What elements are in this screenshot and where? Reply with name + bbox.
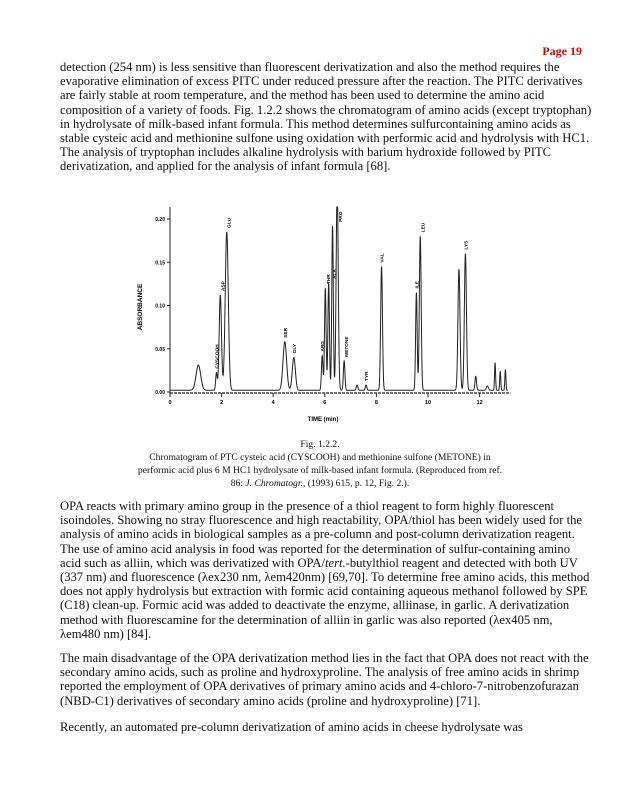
paragraph: Recently, an automated pre-column derivatization of amino acids in cheese hydrolysate was <box>60 719 523 734</box>
caption-line <box>80 477 560 490</box>
peak-label: TYR <box>365 371 371 382</box>
peak-label: ILE <box>415 281 421 289</box>
peak-label: METONE <box>345 336 351 357</box>
peak-label: ARG <box>321 340 327 352</box>
paragraph-italic: tert. <box>325 555 346 570</box>
paragraph-text: -butylthiol reagent and detected with both UV (337 nm) and fluorescence (λex230 nm, λem420nm) [69,70]. To determine free amino acids, this method does not apply hydrolysis but extraction with formic acid containing aqueous methanol followed by SPE (C18) clean-up. Formic acid was added to deactivate the enzyme, alliinase, in garlic. A derivatization method with fluorescamine for the determination of alliin in garlic was also reported (λex405 nm, λem480 nm) [84]. <box>60 555 590 641</box>
caption-ref: , (1993) 615, p. 12, Fig. 2.). <box>302 478 410 489</box>
x-tick-label: 6 <box>323 400 327 406</box>
x-tick-label: 0 <box>168 400 172 406</box>
x-tick-label: 12 <box>476 400 483 406</box>
y-tick-label: 0.10 <box>155 303 165 310</box>
paragraph: The main disadvantage of the OPA derivatization method lies in the fact that OPA does not react with the secondary amino acids, such as proline and hydroxyproline. The analysis of free amino acids in shrimp reported the employment of OPA derivatives of primary amino acids and 4-chloro-7-nitrobenzofurazan (NBD-C1) derivatives of secondary amino acids (proline and hydroxyproline) [71]. <box>60 651 589 708</box>
peak-label: VAL <box>380 253 386 263</box>
peak-label: ASP <box>221 281 227 292</box>
peak-label: THR <box>327 274 333 285</box>
paragraph: detection (254 nm) is less sensitive than fluorescent derivatization and also the method requires the evaporative elimination of excess PITC under reduced pressure after the reaction. The PITC derivatives are fairly stable at room temperature, and the method has been used to determine the amino acid composition of a variety of foods. Fig. 1.2.2 shows the chromatogram of amino acids (except tryptophan) in hydrolysate of milk-based infant formula. This method determines sulfurcontaining amino acids as stable cysteic acid and methionine sulfone using oxidation with performic acid and hydrolysis with HC1. The analysis of tryptophan includes alkaline hydrolysis with barium hydroxide followed by PITC derivatization, and applied for the analysis of infant formula [68]. <box>60 60 592 174</box>
peak-label: ALA <box>333 269 339 280</box>
chromatogram-chart <box>0 195 640 435</box>
caption-line: performic acid plus 6 M HC1 hydrolysate of milk-based infant formula. (Reproduced from ref. <box>137 465 503 476</box>
peak-labels <box>214 211 469 381</box>
paragraph <box>60 499 592 641</box>
caption-line: Chromatogram of PTC cysteic acid (CYSCOOH) and methionine sulfone (METONE) in <box>149 452 491 463</box>
y-tick-label: 0.00 <box>155 390 165 396</box>
x-tick-label: 2 <box>220 400 224 406</box>
figure-label: Fig. 1.2.2. <box>300 439 340 450</box>
peak-label: LYS <box>464 240 470 250</box>
peak-label: GLU <box>227 217 233 228</box>
y-tick-label: 0.05 <box>155 346 165 353</box>
x-tick-label: 4 <box>271 400 275 406</box>
x-axis-label: TIME (min) <box>307 417 339 423</box>
x-tick-label: 10 <box>424 400 432 406</box>
peak-label: PRO <box>339 211 345 222</box>
y-tick-label: 0.20 <box>155 217 165 223</box>
peak-label: SER <box>283 327 289 338</box>
body-text <box>60 499 592 734</box>
paragraph-text: OPA reacts with primary amino group in the presence of a thiol reagent to form highly fluorescent isoindoles. Showing no stray fluorescence and high reactability, OPA/thiol has been widely used for the analysis of amino acids in biological samples as a pre-column and post-column derivatization reagent. The use of amino acid analysis in food was reported for the determination of sulfur-containing amino acid such as alliin, which was derivatized with OPA/ <box>60 499 582 570</box>
peak-label: CYSCOOH <box>215 344 221 369</box>
peak-label: GLY <box>292 343 298 354</box>
chromatogram-trace <box>170 207 508 390</box>
caption-journal: J. Chromatogr. <box>245 478 303 489</box>
y-axis-label: ABSORBANCE <box>137 283 144 331</box>
peak-label: LEU <box>421 222 427 233</box>
y-tick-label: 0.15 <box>155 260 165 267</box>
page-number: Page 19 <box>542 44 582 58</box>
figure-caption <box>80 438 560 490</box>
x-tick-label: 8 <box>374 400 378 406</box>
caption-ref: 86: <box>230 478 246 489</box>
